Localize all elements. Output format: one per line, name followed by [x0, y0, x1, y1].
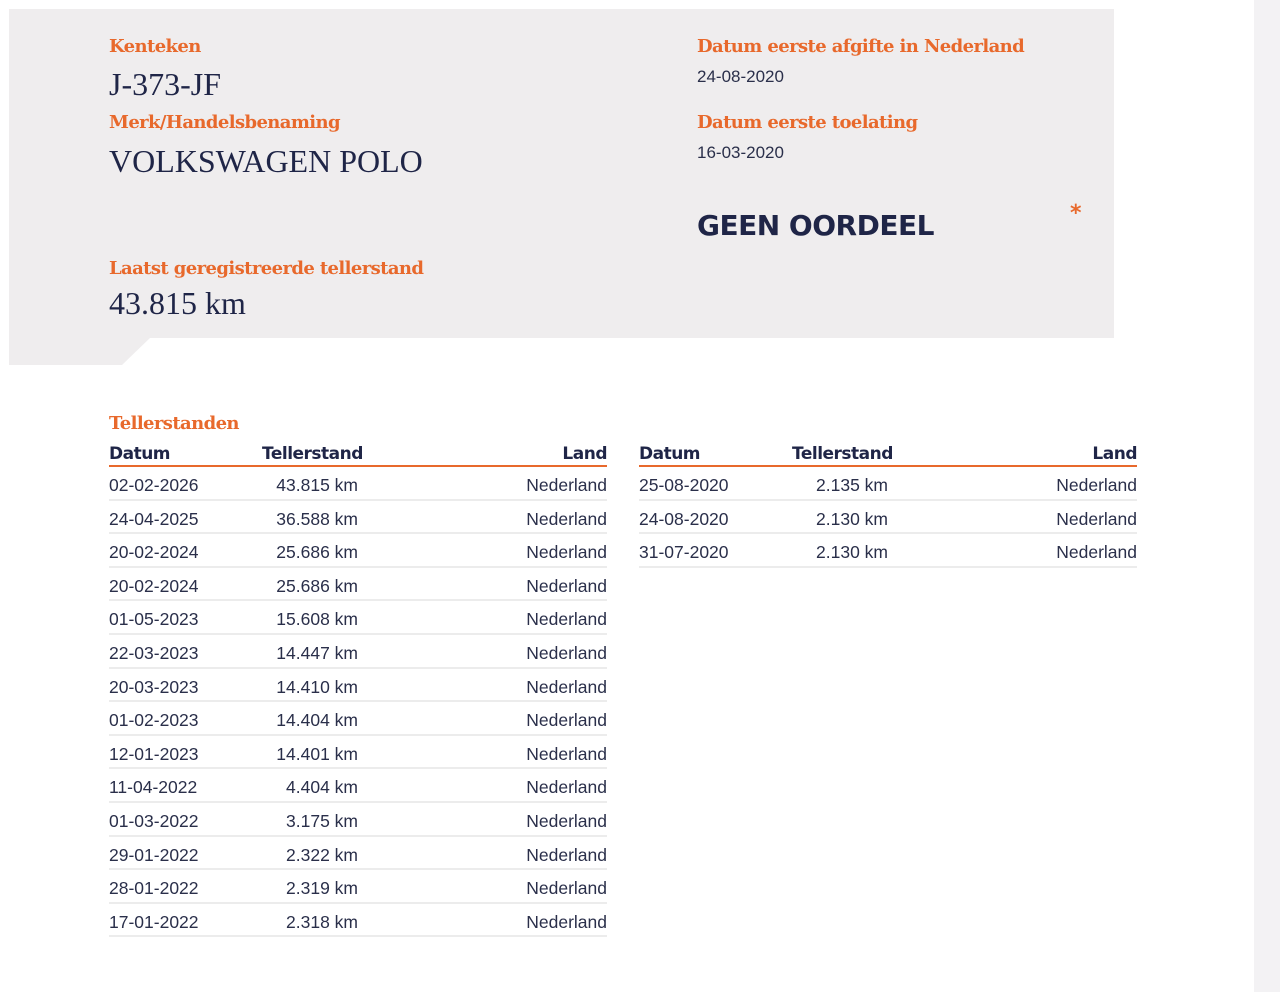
- cell-datum: 01-03-2022: [109, 810, 199, 831]
- teller-label: Laatst geregistreerde tellerstand: [109, 258, 424, 279]
- cell-tellerstand: 2.319 km: [286, 878, 358, 899]
- cell-land: Nederland: [1056, 475, 1137, 495]
- afgifte-value: 24-08-2020: [697, 67, 784, 86]
- table-row: [109, 635, 607, 669]
- cell-datum: 24-08-2020: [639, 508, 729, 529]
- toelating-label: Datum eerste toelating: [697, 112, 918, 133]
- cell-land: Nederland: [526, 878, 607, 899]
- table-row: [109, 837, 607, 871]
- cell-tellerstand: 2.135 km: [816, 475, 888, 495]
- cell-land: Nederland: [526, 609, 607, 630]
- tellerstanden-title: Tellerstanden: [109, 413, 239, 434]
- cell-tellerstand: 3.175 km: [286, 810, 358, 831]
- table-row: [109, 467, 607, 501]
- merk-value: VOLKSWAGEN POLO: [109, 143, 423, 179]
- cell-land: Nederland: [526, 844, 607, 865]
- right-margin-strip: [1254, 0, 1280, 992]
- kenteken-label: Kenteken: [109, 36, 201, 57]
- table-row: [109, 669, 607, 703]
- teller-value: 43.815 km: [109, 285, 246, 321]
- table-row: [109, 870, 607, 904]
- table-row: [109, 501, 607, 535]
- table-header: [109, 442, 607, 467]
- kenteken-value: J-373-JF: [109, 66, 222, 102]
- cell-tellerstand: 25.686 km: [276, 575, 358, 596]
- cell-datum: 11-04-2022: [109, 777, 198, 798]
- cell-datum: 02-02-2026: [109, 475, 199, 495]
- cell-tellerstand: 14.404 km: [276, 710, 358, 731]
- cell-datum: 20-02-2024: [109, 575, 199, 596]
- table-row: [639, 534, 1137, 568]
- table-header: [639, 442, 1137, 467]
- table-row: [109, 904, 607, 938]
- column-header-datum: Datum: [109, 444, 171, 464]
- cell-datum: 20-03-2023: [109, 676, 199, 697]
- cell-datum: 17-01-2022: [109, 911, 199, 932]
- cell-land: Nederland: [526, 508, 607, 529]
- cell-land: Nederland: [526, 911, 607, 932]
- cell-tellerstand: 36.588 km: [276, 508, 358, 529]
- cell-land: Nederland: [526, 542, 607, 563]
- asterisk-footnote-marker: *: [1070, 201, 1082, 226]
- cell-datum: 28-01-2022: [109, 878, 199, 899]
- table-row: [109, 601, 607, 635]
- cell-tellerstand: 14.401 km: [276, 743, 358, 764]
- table-row: [639, 501, 1137, 535]
- cell-datum: 12-01-2023: [109, 743, 199, 764]
- cell-datum: 01-05-2023: [109, 609, 199, 630]
- table-row: [109, 534, 607, 568]
- table-row: [109, 736, 607, 770]
- afgifte-label: Datum eerste afgifte in Nederland: [697, 36, 1025, 57]
- tellerstanden-table-right: [639, 442, 1137, 568]
- table-row: [109, 769, 607, 803]
- cell-land: Nederland: [526, 575, 607, 596]
- cell-tellerstand: 25.686 km: [276, 542, 358, 563]
- table-row: [109, 702, 607, 736]
- cell-land: Nederland: [1056, 508, 1137, 529]
- cell-tellerstand: 4.404 km: [286, 777, 358, 798]
- cell-tellerstand: 43.815 km: [276, 475, 358, 495]
- oordeel-verdict: GEEN OORDEEL: [697, 209, 934, 242]
- cell-datum: 20-02-2024: [109, 542, 199, 563]
- column-header-datum: Datum: [639, 444, 701, 464]
- toelating-value: 16-03-2020: [697, 143, 784, 162]
- cell-datum: 22-03-2023: [109, 642, 199, 663]
- cell-tellerstand: 2.130 km: [816, 542, 888, 563]
- cell-datum: 01-02-2023: [109, 710, 199, 731]
- cell-land: Nederland: [526, 777, 607, 798]
- cell-land: Nederland: [526, 676, 607, 697]
- tellerstanden-table-left: [109, 442, 607, 937]
- cell-tellerstand: 14.410 km: [276, 676, 358, 697]
- cell-tellerstand: 2.130 km: [816, 508, 888, 529]
- cell-land: Nederland: [526, 810, 607, 831]
- column-header-tellerstand: Tellerstand: [262, 444, 363, 464]
- table-row: [109, 803, 607, 837]
- column-header-land: Land: [562, 444, 607, 464]
- cell-land: Nederland: [526, 710, 607, 731]
- cell-land: Nederland: [526, 642, 607, 663]
- cell-tellerstand: 14.447 km: [276, 642, 358, 663]
- cell-land: Nederland: [526, 475, 607, 495]
- cell-land: Nederland: [1056, 542, 1137, 563]
- top-strip: [0, 0, 1254, 8]
- column-header-tellerstand: Tellerstand: [792, 444, 893, 464]
- table-row: [639, 467, 1137, 501]
- cell-tellerstand: 2.322 km: [286, 844, 358, 865]
- cell-datum: 24-04-2025: [109, 508, 199, 529]
- table-body-right: [639, 467, 1137, 568]
- cell-datum: 31-07-2020: [639, 542, 729, 563]
- cell-land: Nederland: [526, 743, 607, 764]
- table-row: [109, 568, 607, 602]
- cell-datum: 29-01-2022: [109, 844, 199, 865]
- cell-tellerstand: 15.608 km: [276, 609, 358, 630]
- column-header-land: Land: [1092, 444, 1137, 464]
- cell-datum: 25-08-2020: [639, 475, 729, 495]
- merk-label: Merk/Handelsbenaming: [109, 112, 341, 133]
- table-body-left: [109, 467, 607, 937]
- cell-tellerstand: 2.318 km: [286, 911, 358, 932]
